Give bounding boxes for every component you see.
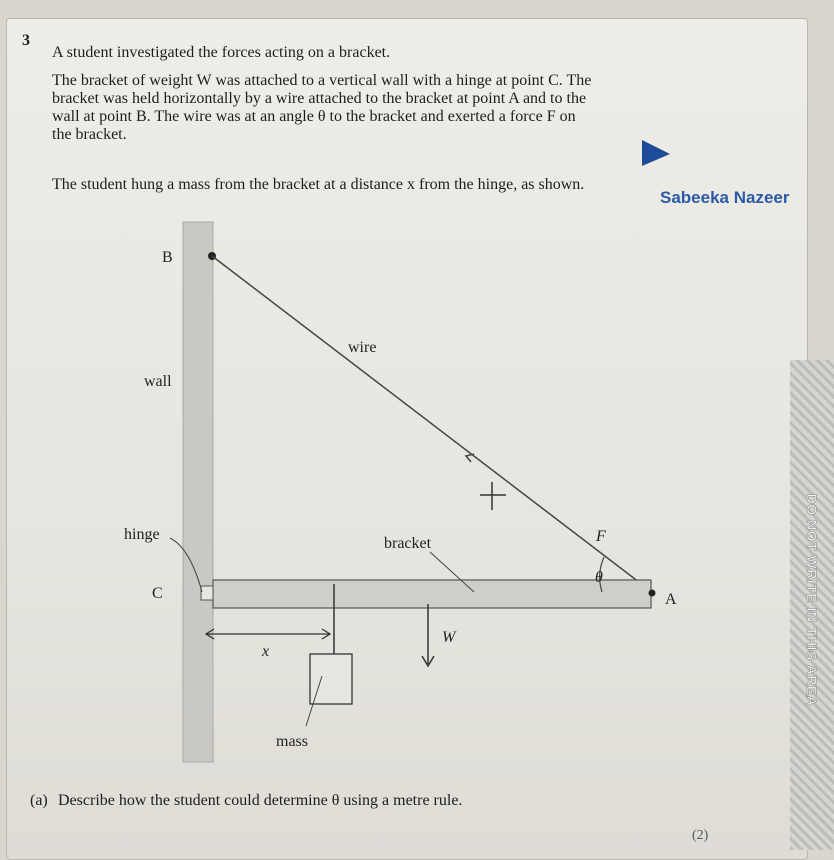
wall-rect (183, 222, 213, 762)
label-c: C (152, 585, 163, 602)
question-line-5: the bracket. (52, 126, 127, 143)
label-theta: θ (595, 569, 603, 586)
question-line-1: A student investigated the forces acting on a bracket. (52, 44, 391, 61)
label-wire: wire (348, 339, 377, 356)
watermark: Sabeeka Nazeer (660, 188, 790, 207)
margin-warning: DO NOT WRITE IN THIS AREA (804, 493, 820, 707)
part-a-text: Describe how the student could determine θ using a metre rule. (58, 792, 463, 809)
point-a-dot (649, 590, 656, 597)
label-hinge: hinge (124, 526, 160, 543)
wire-line (212, 256, 652, 592)
label-mass: mass (276, 733, 308, 750)
question-line-3: bracket was held horizontally by a wire attached to the bracket at point A and to the (52, 90, 587, 107)
question-number: 3 (22, 32, 30, 49)
label-x: x (262, 643, 270, 660)
question-line-4: wall at point B. The wire was at an angle θ to the bracket and exerted a force F on (52, 108, 576, 125)
label-f: F (596, 528, 606, 545)
question-line-6: The student hung a mass from the bracket at a distance x from the hinge, as shown. (52, 176, 585, 193)
part-a-marks: (2) (692, 828, 709, 843)
label-wall: wall (144, 373, 172, 390)
bracket-rect (213, 580, 651, 608)
label-bracket: bracket (384, 535, 432, 552)
mass-box (310, 654, 352, 704)
question-line-2: The bracket of weight W was attached to a vertical wall with a hinge at point C. The (52, 72, 592, 89)
part-a-label: (a) (30, 792, 48, 809)
hinge-block (201, 586, 213, 600)
label-a: A (665, 591, 677, 608)
label-w: W (442, 629, 456, 646)
label-b: B (162, 249, 173, 266)
